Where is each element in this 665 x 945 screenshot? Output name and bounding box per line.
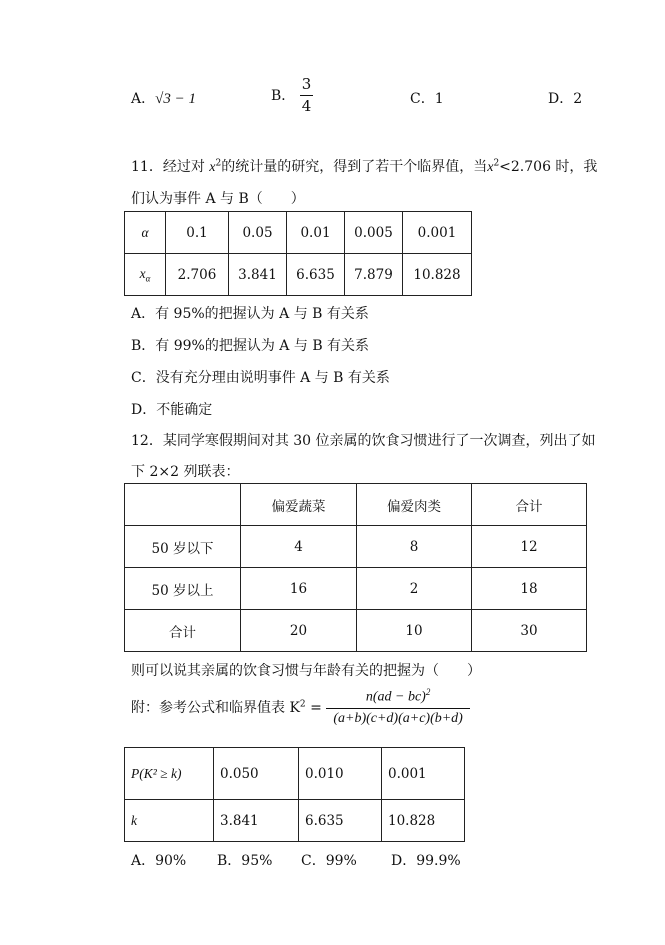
- q11-option-b[interactable]: B．有 99%的把握认为 A 与 B 有关系: [131, 338, 370, 354]
- table-row: [125, 484, 587, 526]
- formula-numerator-text: n(ad − bc): [365, 689, 426, 705]
- reference-label-text: 附：参考公式和临界值表 K: [131, 700, 300, 717]
- table-cell: α: [125, 212, 166, 254]
- table-cell: 0.005: [345, 212, 403, 254]
- table-cell: 50 岁以下: [125, 526, 241, 568]
- table-row: [125, 568, 587, 610]
- table-row: [125, 610, 587, 652]
- q12-option-b[interactable]: B．95%: [217, 853, 273, 869]
- q11-critical-table: [124, 211, 472, 296]
- table-cell: 18: [472, 568, 587, 610]
- q10-option-a-value: √3 − 1: [155, 91, 196, 107]
- q11-stem-var: x: [209, 160, 216, 175]
- q12-option-a[interactable]: A．90%: [131, 853, 187, 869]
- table-cell: 20: [241, 610, 357, 652]
- table-cell: 16: [241, 568, 357, 610]
- table-cell: 合计: [125, 610, 241, 652]
- table-cell: 3.841: [214, 800, 299, 842]
- table-cell: 50 岁以上: [125, 568, 241, 610]
- x-alpha-var: x: [139, 265, 146, 281]
- formula-denominator: (a+b)(c+d)(a+c)(b+d): [333, 711, 463, 727]
- table-cell: 2.706: [166, 254, 229, 296]
- table-cell: 10: [357, 610, 472, 652]
- table-row: [125, 254, 472, 296]
- table-cell: 12: [472, 526, 587, 568]
- q12-critical-table: [124, 747, 465, 842]
- table-cell: 0.01: [287, 212, 345, 254]
- q11-option-d[interactable]: D．不能确定: [131, 402, 213, 418]
- q10-option-b-numerator: 3: [300, 76, 314, 96]
- q10-option-b-denominator: 4: [301, 96, 312, 115]
- table-cell: 2: [357, 568, 472, 610]
- formula-numerator: [326, 688, 471, 709]
- q12-reference-formula: [131, 688, 470, 726]
- table-row: [125, 800, 465, 842]
- q12-question: 则可以说其亲属的饮食习惯与年龄有关的把握为（ ）: [131, 663, 481, 679]
- q10-option-b-fraction: [300, 76, 314, 114]
- q11-option-c[interactable]: C．没有充分理由说明事件 A 与 B 有关系: [131, 370, 390, 386]
- table-row: [125, 212, 472, 254]
- table-cell: [125, 254, 166, 296]
- q10-option-a[interactable]: [131, 88, 196, 108]
- formula-numerator-sup: 2: [425, 687, 431, 697]
- table-cell: 8: [357, 526, 472, 568]
- table-cell: 7.879: [345, 254, 403, 296]
- table-cell: P(K² ≥ k): [125, 748, 214, 800]
- q11-stem-cond-rest: <2.706 时，我: [499, 159, 598, 175]
- table-cell: 30: [472, 610, 587, 652]
- q11-stem-cond-sup: 2: [493, 158, 500, 169]
- table-cell: 0.001: [403, 212, 472, 254]
- table-cell: 0.050: [214, 748, 299, 800]
- q11-stem-line1: [131, 156, 597, 176]
- q10-option-c[interactable]: C．1: [410, 91, 444, 107]
- table-cell: 合计: [472, 484, 587, 526]
- q12-contingency-table: [124, 483, 587, 652]
- q12-stem-line2: 下 2×2 列联表：: [131, 464, 240, 480]
- q11-stem-part2: 的统计量的研究，得到了若干个临界值，当: [221, 159, 488, 175]
- table-row: [125, 748, 465, 800]
- table-cell: k: [125, 800, 214, 842]
- q11-stem-part1: 11．经过对: [131, 159, 210, 175]
- q11-option-a[interactable]: A．有 95%的把握认为 A 与 B 有关系: [131, 306, 369, 322]
- q11-stem-line2: 们认为事件 A 与 B（ ）: [131, 191, 305, 207]
- table-cell: 0.010: [299, 748, 382, 800]
- q12-option-c[interactable]: C．99%: [301, 853, 357, 869]
- table-cell: 0.1: [166, 212, 229, 254]
- formula-fraction: [326, 688, 471, 726]
- table-row: [125, 526, 587, 568]
- x-alpha-sub: α: [145, 273, 151, 284]
- q11-stem-sup: 2: [215, 158, 222, 169]
- q12-option-d[interactable]: D．99.9%: [391, 853, 461, 869]
- table-cell: 3.841: [229, 254, 287, 296]
- q11-stem-cond-var: x: [487, 160, 494, 175]
- table-cell: 6.635: [287, 254, 345, 296]
- q12-stem-line1: 12．某同学寒假期间对其 30 位亲属的饮食习惯进行了一次调查，列出了如: [131, 433, 596, 449]
- table-cell: 0.001: [382, 748, 465, 800]
- q10-option-d[interactable]: D．2: [548, 91, 583, 107]
- table-cell: 10.828: [382, 800, 465, 842]
- table-cell: 0.05: [229, 212, 287, 254]
- reference-label-sup: 2: [299, 699, 306, 710]
- table-cell: 偏爱肉类: [357, 484, 472, 526]
- q10-option-b[interactable]: [271, 76, 313, 114]
- table-cell: 10.828: [403, 254, 472, 296]
- table-cell: 偏爱蔬菜: [241, 484, 357, 526]
- table-cell: 4: [241, 526, 357, 568]
- q10-option-a-label: A．: [131, 91, 156, 107]
- reference-label: 附：参考公式和临界值表 $K^2$ =: [131, 699, 322, 717]
- table-cell: [125, 484, 241, 526]
- q10-option-b-label: B．: [271, 88, 296, 104]
- table-cell: 6.635: [299, 800, 382, 842]
